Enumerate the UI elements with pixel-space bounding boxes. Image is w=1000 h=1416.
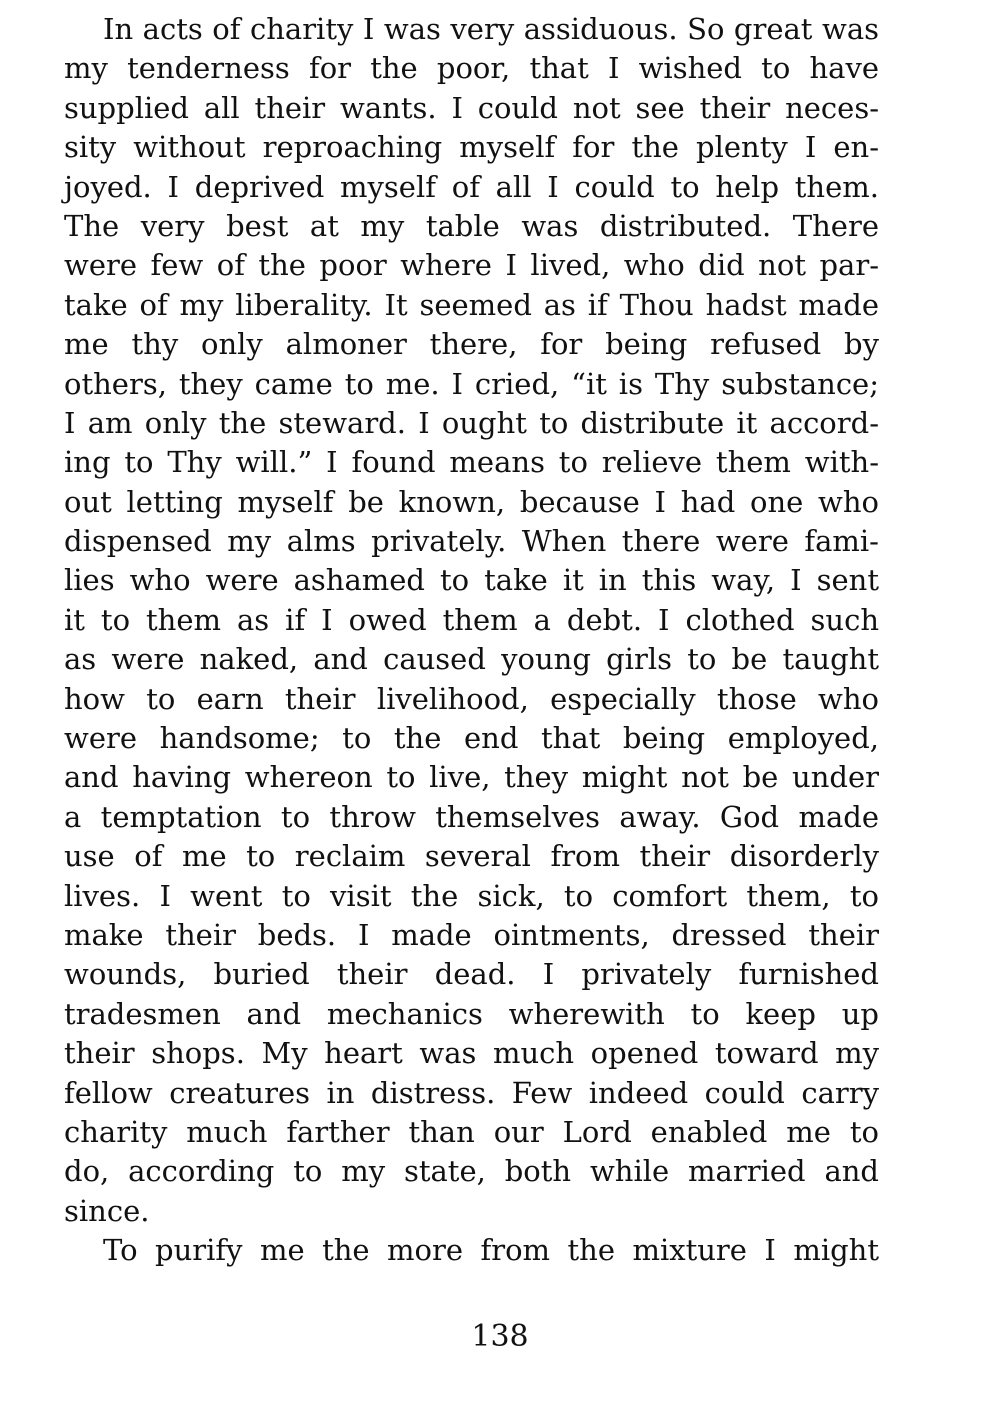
text-line: my tenderness for the poor, that I wished to have bbox=[64, 51, 879, 86]
page-number: 138 bbox=[471, 1319, 529, 1354]
text-line: make their beds. I made ointments, dressed their bbox=[64, 917, 879, 952]
text-line: ing to Thy will.” I found means to relieve them with- bbox=[64, 445, 879, 480]
text-line: since. bbox=[64, 1193, 150, 1228]
text-line: were handsome; to the end that being employed, bbox=[64, 721, 879, 756]
text-line: I am only the steward. I ought to distribute it accord- bbox=[64, 405, 879, 440]
text-line: out letting myself be known, because I had one who bbox=[64, 484, 879, 519]
text-line: tradesmen and mechanics wherewith to keep up bbox=[64, 996, 879, 1031]
text-line: others, they came to me. I cried, “it is Thy substance; bbox=[64, 366, 879, 401]
text-line: wounds, buried their dead. I privately furnished bbox=[64, 957, 879, 992]
text-line: how to earn their livelihood, especially those who bbox=[64, 681, 879, 716]
text-line: lies who were ashamed to take it in this way, I sent bbox=[64, 563, 879, 598]
text-line: The very best at my table was distributed. There bbox=[64, 208, 879, 243]
text-line: joyed. I deprived myself of all I could to help them. bbox=[64, 169, 879, 204]
text-line: In acts of charity I was very assiduous. So great was bbox=[103, 12, 879, 46]
text-line: a temptation to throw themselves away. God made bbox=[64, 799, 879, 834]
text-line: supplied all their wants. I could not see their neces- bbox=[64, 90, 879, 125]
text-line: and having whereon to live, they might not be under bbox=[64, 760, 879, 795]
text-line: me thy only almoner there, for being refused by bbox=[64, 327, 879, 362]
text-line: fellow creatures in distress. Few indeed could carry bbox=[64, 1075, 879, 1110]
text-line: were few of the poor where I lived, who did not par- bbox=[64, 248, 879, 283]
text-line: dispensed my alms privately. When there were fami- bbox=[64, 524, 879, 559]
text-line: their shops. My heart was much opened toward my bbox=[64, 1036, 879, 1071]
text-line: it to them as if I owed them a debt. I clothed such bbox=[64, 602, 879, 637]
text-line: lives. I went to visit the sick, to comfort them, to bbox=[64, 878, 879, 913]
text-line: do, according to my state, both while married and bbox=[64, 1154, 879, 1189]
text-line: sity without reproaching myself for the plenty I en- bbox=[64, 130, 879, 165]
text-line: use of me to reclaim several from their disorderly bbox=[64, 839, 879, 874]
text-line: charity much farther than our Lord enabled me to bbox=[64, 1114, 879, 1149]
body-text bbox=[64, 10, 879, 1271]
text-line: as were naked, and caused young girls to be taught bbox=[64, 642, 879, 677]
text-line: To purify me the more from the mixture I might bbox=[103, 1233, 879, 1268]
text-line: take of my liberality. It seemed as if Thou hadst made bbox=[64, 287, 879, 322]
